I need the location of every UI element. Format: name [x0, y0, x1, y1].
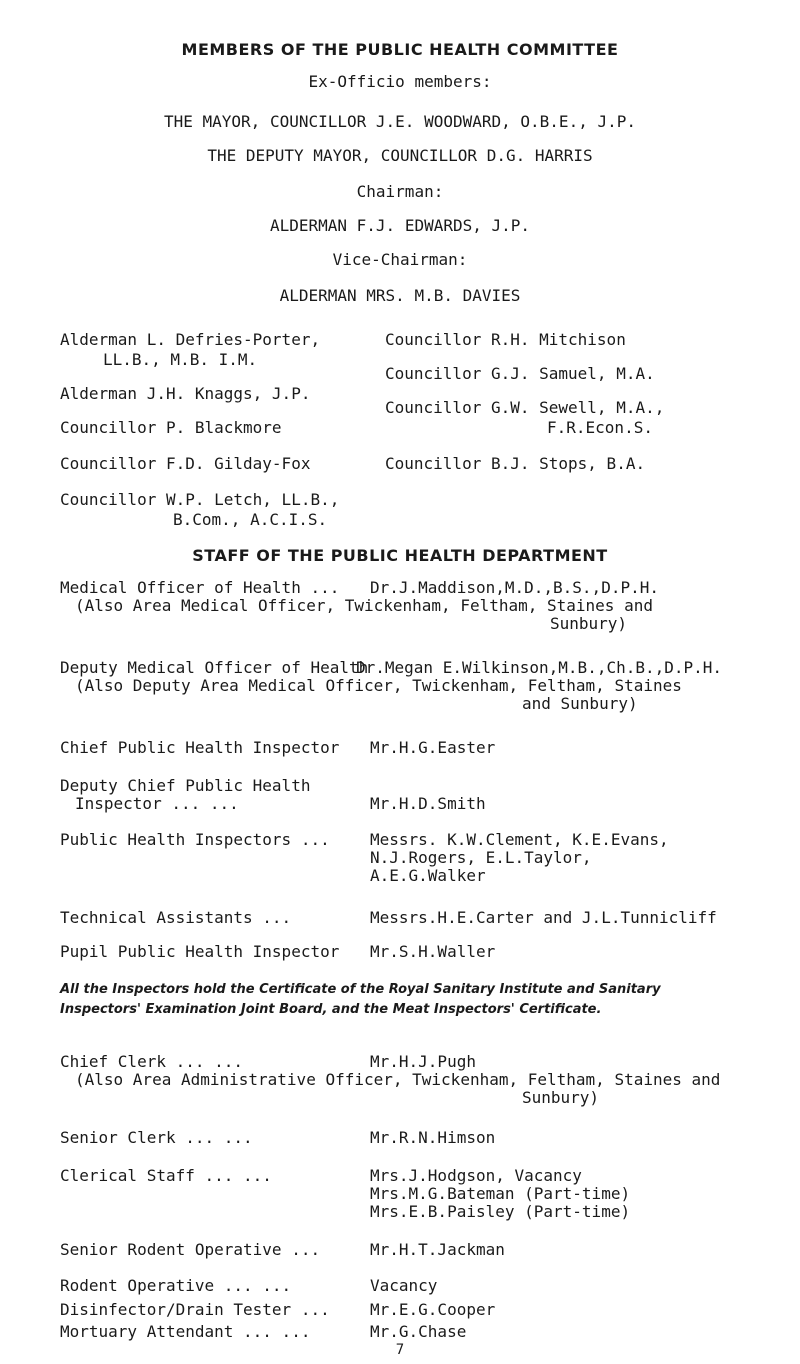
inspectors-certificate-note: All the Inspectors hold the Certificate of the Royal Sanitary Institute and Sanitary Inspectors' Examination Joint Board, and the Meat Inspectors' Certificate. [60, 982, 661, 1017]
member-left: Councillor P. Blackmore [60, 418, 282, 437]
staff-name: N.J.Rogers, E.L.Taylor, [370, 848, 592, 867]
staff-role: Pupil Public Health Inspector [60, 942, 340, 961]
ex-officio-deputy-mayor: THE DEPUTY MAYOR, COUNCILLOR D.G. HARRIS [207, 146, 593, 165]
member-right-qualifications: F.R.Econ.S. [547, 418, 653, 437]
staff-title: STAFF OF THE PUBLIC HEALTH DEPARTMENT [192, 546, 608, 565]
page-number: 7 [395, 1342, 405, 1358]
staff-role: Inspector ... ... [75, 794, 239, 813]
member-left: Councillor W.P. Letch, LL.B., [60, 490, 340, 509]
member-right: Councillor G.W. Sewell, M.A., [385, 398, 665, 417]
member-left-qualifications: LL.B., M.B. I.M. [103, 350, 258, 369]
vice-chairman-name: ALDERMAN MRS. M.B. DAVIES [279, 286, 521, 305]
staff-note: Sunbury) [522, 1088, 600, 1107]
chairman-name: ALDERMAN F.J. EDWARDS, J.P. [269, 216, 531, 235]
staff-role: Deputy Medical Officer of Health [60, 658, 369, 677]
staff-role: Senior Clerk ... ... [60, 1128, 253, 1147]
staff-note: Sunbury) [550, 614, 628, 633]
staff-note: (Also Deputy Area Medical Officer, Twickenham, Feltham, Staines [75, 676, 682, 695]
staff-name: Mrs.J.Hodgson, Vacancy [370, 1166, 582, 1185]
staff-name: Mr.H.J.Pugh [370, 1052, 476, 1071]
staff-role: Disinfector/Drain Tester ... [60, 1300, 330, 1319]
staff-note: (Also Area Administrative Officer, Twickenham, Feltham, Staines and [75, 1070, 721, 1089]
member-right: Councillor G.J. Samuel, M.A. [385, 364, 655, 383]
staff-name: Dr.J.Maddison,M.D.,B.S.,D.P.H. [370, 578, 659, 597]
ex-officio-label: Ex-Officio members: [308, 72, 492, 91]
staff-role: Rodent Operative ... ... [60, 1276, 292, 1295]
staff-role: Mortuary Attendant ... ... [60, 1322, 311, 1341]
staff-note: and Sunbury) [522, 694, 638, 713]
staff-name: A.E.G.Walker [370, 866, 486, 885]
member-left: Alderman J.H. Knaggs, J.P. [60, 384, 311, 403]
vice-chairman-label: Vice-Chairman: [332, 250, 468, 269]
ex-officio-mayor: THE MAYOR, COUNCILLOR J.E. WOODWARD, O.B.E., J.P. [163, 112, 636, 131]
staff-name: Dr.Megan E.Wilkinson,M.B.,Ch.B.,D.P.H. [356, 658, 723, 677]
staff-name: Mr.G.Chase [370, 1322, 467, 1341]
staff-name: Mrs.E.B.Paisley (Part-time) [370, 1202, 631, 1221]
staff-name: Mr.E.G.Cooper [370, 1300, 496, 1319]
chairman-label: Chairman: [356, 182, 444, 201]
staff-name: Messrs. K.W.Clement, K.E.Evans, [370, 830, 669, 849]
staff-name: Vacancy [370, 1276, 438, 1295]
committee-title: MEMBERS OF THE PUBLIC HEALTH COMMITTEE [181, 40, 619, 59]
staff-note: (Also Area Medical Officer, Twickenham, Feltham, Staines and [75, 596, 653, 615]
member-left-qualifications: B.Com., A.C.I.S. [173, 510, 328, 529]
staff-role: Chief Clerk ... ... [60, 1052, 244, 1071]
staff-role: Medical Officer of Health ... [60, 578, 340, 597]
staff-name: Mrs.M.G.Bateman (Part-time) [370, 1184, 631, 1203]
staff-name: Mr.H.G.Easter [370, 738, 496, 757]
staff-name: Mr.S.H.Waller [370, 942, 496, 961]
staff-name: Mr.R.N.Himson [370, 1128, 496, 1147]
staff-role: Deputy Chief Public Health [60, 776, 311, 795]
staff-role: Clerical Staff ... ... [60, 1166, 272, 1185]
staff-role: Chief Public Health Inspector [60, 738, 340, 757]
member-left: Councillor F.D. Gilday-Fox [60, 454, 311, 473]
member-left: Alderman L. Defries-Porter, [60, 330, 321, 349]
member-right: Councillor B.J. Stops, B.A. [385, 454, 646, 473]
member-right: Councillor R.H. Mitchison [385, 330, 626, 349]
staff-name: Mr.H.D.Smith [370, 794, 486, 813]
staff-role: Senior Rodent Operative ... [60, 1240, 321, 1259]
staff-name: Mr.H.T.Jackman [370, 1240, 505, 1259]
staff-name: Messrs.H.E.Carter and J.L.Tunnicliff [370, 908, 717, 927]
staff-role: Public Health Inspectors ... [60, 830, 330, 849]
staff-role: Technical Assistants ... [60, 908, 292, 927]
